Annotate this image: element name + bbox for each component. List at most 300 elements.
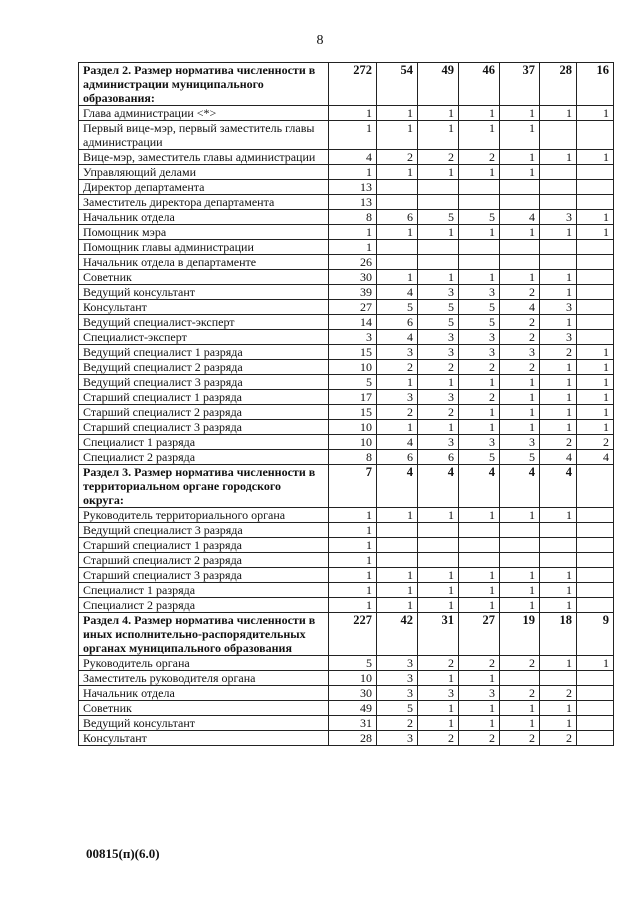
value-cell: 1 xyxy=(418,270,459,285)
value-cell: 1 xyxy=(500,420,540,435)
value-cell: 1 xyxy=(540,405,577,420)
value-cell: 3 xyxy=(329,330,377,345)
value-cell xyxy=(577,598,614,613)
value-cell: 3 xyxy=(459,686,500,701)
value-cell: 1 xyxy=(459,165,500,180)
document-code: 00815(п)(6.0) xyxy=(86,846,160,861)
value-cell: 31 xyxy=(418,613,459,656)
table-row xyxy=(79,360,614,375)
value-cell xyxy=(377,538,418,553)
value-cell: 3 xyxy=(377,390,418,405)
table-row xyxy=(79,435,614,450)
row-label: Раздел 2. Размер норматива численности в администрации муниципального образования: xyxy=(79,63,329,106)
value-cell: 3 xyxy=(540,330,577,345)
value-cell: 1 xyxy=(577,420,614,435)
value-cell: 1 xyxy=(500,598,540,613)
row-label: Руководитель органа xyxy=(79,656,329,671)
value-cell xyxy=(577,701,614,716)
row-label: Старший специалист 2 разряда xyxy=(79,553,329,568)
table-row xyxy=(79,508,614,523)
value-cell: 2 xyxy=(540,435,577,450)
table-row xyxy=(79,450,614,465)
value-cell: 1 xyxy=(329,508,377,523)
row-label: Консультант xyxy=(79,731,329,746)
row-label: Специалист 2 разряда xyxy=(79,450,329,465)
value-cell xyxy=(418,255,459,270)
value-cell: 5 xyxy=(459,210,500,225)
value-cell: 8 xyxy=(329,450,377,465)
value-cell: 5 xyxy=(459,450,500,465)
value-cell: 1 xyxy=(540,360,577,375)
value-cell: 1 xyxy=(540,315,577,330)
value-cell xyxy=(577,315,614,330)
table-row xyxy=(79,523,614,538)
value-cell: 1 xyxy=(377,106,418,121)
value-cell xyxy=(459,523,500,538)
value-cell: 3 xyxy=(500,435,540,450)
value-cell: 3 xyxy=(540,210,577,225)
value-cell xyxy=(540,538,577,553)
value-cell: 2 xyxy=(418,360,459,375)
value-cell xyxy=(500,255,540,270)
table-row xyxy=(79,716,614,731)
value-cell: 4 xyxy=(377,465,418,508)
value-cell xyxy=(577,553,614,568)
value-cell: 1 xyxy=(459,106,500,121)
row-label: Ведущий специалист-эксперт xyxy=(79,315,329,330)
value-cell: 19 xyxy=(500,613,540,656)
value-cell: 49 xyxy=(329,701,377,716)
value-cell: 17 xyxy=(329,390,377,405)
row-label: Директор департамента xyxy=(79,180,329,195)
value-cell: 1 xyxy=(377,270,418,285)
value-cell xyxy=(577,686,614,701)
value-cell: 1 xyxy=(418,375,459,390)
value-cell: 1 xyxy=(577,225,614,240)
value-cell xyxy=(500,538,540,553)
value-cell: 10 xyxy=(329,360,377,375)
value-cell: 1 xyxy=(577,360,614,375)
value-cell: 3 xyxy=(418,285,459,300)
value-cell: 1 xyxy=(577,375,614,390)
value-cell: 27 xyxy=(459,613,500,656)
value-cell: 4 xyxy=(577,450,614,465)
value-cell: 49 xyxy=(418,63,459,106)
value-cell: 54 xyxy=(377,63,418,106)
value-cell xyxy=(577,300,614,315)
value-cell: 13 xyxy=(329,180,377,195)
value-cell: 5 xyxy=(459,315,500,330)
value-cell xyxy=(377,553,418,568)
row-label: Руководитель территориального органа xyxy=(79,508,329,523)
value-cell: 1 xyxy=(500,375,540,390)
value-cell: 4 xyxy=(377,285,418,300)
value-cell xyxy=(500,553,540,568)
value-cell: 1 xyxy=(577,210,614,225)
table-row xyxy=(79,165,614,180)
value-cell: 1 xyxy=(577,656,614,671)
value-cell xyxy=(418,523,459,538)
table-row xyxy=(79,390,614,405)
table-row xyxy=(79,330,614,345)
value-cell: 16 xyxy=(577,63,614,106)
value-cell xyxy=(540,523,577,538)
value-cell: 3 xyxy=(377,731,418,746)
value-cell: 2 xyxy=(418,405,459,420)
value-cell: 1 xyxy=(377,225,418,240)
value-cell: 1 xyxy=(540,583,577,598)
value-cell: 3 xyxy=(459,330,500,345)
value-cell: 1 xyxy=(459,225,500,240)
value-cell: 14 xyxy=(329,315,377,330)
row-label: Специалист 2 разряда xyxy=(79,598,329,613)
value-cell: 2 xyxy=(577,435,614,450)
row-label: Ведущий консультант xyxy=(79,716,329,731)
value-cell xyxy=(577,121,614,150)
value-cell: 1 xyxy=(418,225,459,240)
value-cell: 4 xyxy=(500,210,540,225)
value-cell: 1 xyxy=(540,508,577,523)
value-cell xyxy=(577,180,614,195)
value-cell: 1 xyxy=(500,165,540,180)
value-cell: 5 xyxy=(418,315,459,330)
value-cell xyxy=(418,240,459,255)
table-row xyxy=(79,121,614,150)
value-cell: 1 xyxy=(377,598,418,613)
value-cell: 1 xyxy=(540,716,577,731)
table-row xyxy=(79,240,614,255)
value-cell: 1 xyxy=(540,656,577,671)
value-cell: 30 xyxy=(329,270,377,285)
value-cell: 1 xyxy=(329,121,377,150)
value-cell: 227 xyxy=(329,613,377,656)
value-cell: 5 xyxy=(459,300,500,315)
value-cell: 5 xyxy=(329,656,377,671)
value-cell: 2 xyxy=(500,686,540,701)
value-cell: 1 xyxy=(540,390,577,405)
value-cell: 2 xyxy=(459,360,500,375)
value-cell: 272 xyxy=(329,63,377,106)
table-row xyxy=(79,686,614,701)
value-cell: 1 xyxy=(500,568,540,583)
value-cell: 1 xyxy=(418,106,459,121)
staffing-norms-table xyxy=(78,62,614,746)
value-cell: 3 xyxy=(418,435,459,450)
section-row xyxy=(79,613,614,656)
value-cell: 2 xyxy=(500,360,540,375)
value-cell xyxy=(577,523,614,538)
value-cell xyxy=(540,180,577,195)
value-cell xyxy=(377,523,418,538)
value-cell: 2 xyxy=(377,150,418,165)
value-cell: 1 xyxy=(377,508,418,523)
value-cell xyxy=(459,240,500,255)
value-cell: 1 xyxy=(377,165,418,180)
value-cell xyxy=(500,671,540,686)
row-label: Заместитель руководителя органа xyxy=(79,671,329,686)
row-label: Ведущий специалист 1 разряда xyxy=(79,345,329,360)
value-cell: 3 xyxy=(418,330,459,345)
row-label: Помощник главы администрации xyxy=(79,240,329,255)
row-label: Ведущий специалист 2 разряда xyxy=(79,360,329,375)
value-cell: 5 xyxy=(500,450,540,465)
value-cell: 5 xyxy=(377,300,418,315)
value-cell xyxy=(577,716,614,731)
table-row xyxy=(79,345,614,360)
value-cell: 2 xyxy=(540,345,577,360)
value-cell: 1 xyxy=(329,583,377,598)
value-cell: 2 xyxy=(418,150,459,165)
value-cell: 2 xyxy=(418,731,459,746)
value-cell: 1 xyxy=(540,701,577,716)
value-cell xyxy=(418,538,459,553)
table-row xyxy=(79,375,614,390)
table-row xyxy=(79,405,614,420)
value-cell xyxy=(540,671,577,686)
value-cell: 5 xyxy=(418,300,459,315)
row-label: Заместитель директора департамента xyxy=(79,195,329,210)
value-cell: 31 xyxy=(329,716,377,731)
value-cell: 3 xyxy=(377,671,418,686)
value-cell xyxy=(577,671,614,686)
value-cell: 10 xyxy=(329,671,377,686)
value-cell xyxy=(577,538,614,553)
value-cell xyxy=(540,165,577,180)
table-row xyxy=(79,180,614,195)
table-row xyxy=(79,568,614,583)
value-cell: 1 xyxy=(377,375,418,390)
row-label: Специалист 1 разряда xyxy=(79,583,329,598)
value-cell: 18 xyxy=(540,613,577,656)
value-cell: 6 xyxy=(377,450,418,465)
value-cell: 9 xyxy=(577,613,614,656)
value-cell: 2 xyxy=(459,150,500,165)
value-cell xyxy=(500,240,540,255)
value-cell: 13 xyxy=(329,195,377,210)
value-cell: 2 xyxy=(540,731,577,746)
value-cell: 1 xyxy=(577,390,614,405)
row-label: Консультант xyxy=(79,300,329,315)
value-cell: 2 xyxy=(500,315,540,330)
row-label: Первый вице-мэр, первый заместитель главы администрации xyxy=(79,121,329,150)
value-cell: 6 xyxy=(418,450,459,465)
value-cell xyxy=(459,180,500,195)
table-row xyxy=(79,731,614,746)
value-cell: 1 xyxy=(540,375,577,390)
table-row xyxy=(79,225,614,240)
table-row xyxy=(79,300,614,315)
value-cell: 1 xyxy=(500,716,540,731)
value-cell: 1 xyxy=(500,106,540,121)
value-cell: 1 xyxy=(500,701,540,716)
value-cell: 1 xyxy=(540,420,577,435)
value-cell: 4 xyxy=(500,300,540,315)
value-cell: 1 xyxy=(329,553,377,568)
value-cell xyxy=(459,255,500,270)
value-cell: 2 xyxy=(377,405,418,420)
value-cell: 1 xyxy=(577,106,614,121)
value-cell xyxy=(418,195,459,210)
value-cell: 1 xyxy=(418,165,459,180)
value-cell xyxy=(459,538,500,553)
value-cell: 1 xyxy=(459,583,500,598)
value-cell xyxy=(377,180,418,195)
value-cell: 1 xyxy=(459,121,500,150)
row-label: Советник xyxy=(79,701,329,716)
value-cell: 1 xyxy=(540,598,577,613)
value-cell: 4 xyxy=(377,330,418,345)
row-label: Советник xyxy=(79,270,329,285)
value-cell: 1 xyxy=(329,240,377,255)
value-cell: 1 xyxy=(459,508,500,523)
value-cell xyxy=(577,285,614,300)
value-cell: 1 xyxy=(500,405,540,420)
value-cell: 3 xyxy=(500,345,540,360)
value-cell: 1 xyxy=(577,150,614,165)
value-cell: 1 xyxy=(500,508,540,523)
value-cell: 26 xyxy=(329,255,377,270)
value-cell: 1 xyxy=(377,583,418,598)
value-cell: 1 xyxy=(329,538,377,553)
value-cell xyxy=(377,240,418,255)
value-cell xyxy=(577,508,614,523)
table-row xyxy=(79,583,614,598)
value-cell: 1 xyxy=(459,716,500,731)
value-cell: 1 xyxy=(540,568,577,583)
row-label: Помощник мэра xyxy=(79,225,329,240)
value-cell: 2 xyxy=(500,285,540,300)
value-cell: 1 xyxy=(500,121,540,150)
value-cell: 3 xyxy=(418,390,459,405)
row-label: Старший специалист 3 разряда xyxy=(79,568,329,583)
value-cell: 1 xyxy=(329,225,377,240)
value-cell xyxy=(540,553,577,568)
value-cell: 2 xyxy=(459,390,500,405)
value-cell: 5 xyxy=(329,375,377,390)
row-label: Старший специалист 1 разряда xyxy=(79,538,329,553)
value-cell: 1 xyxy=(377,121,418,150)
row-label: Ведущий специалист 3 разряда xyxy=(79,375,329,390)
value-cell: 37 xyxy=(500,63,540,106)
table-row xyxy=(79,285,614,300)
value-cell: 1 xyxy=(500,225,540,240)
table-row xyxy=(79,656,614,671)
row-label: Специалист 1 разряда xyxy=(79,435,329,450)
value-cell: 1 xyxy=(540,225,577,240)
table-body xyxy=(79,63,614,746)
value-cell xyxy=(540,121,577,150)
table-row xyxy=(79,671,614,686)
value-cell xyxy=(500,523,540,538)
value-cell xyxy=(577,583,614,598)
row-label: Старший специалист 3 разряда xyxy=(79,420,329,435)
value-cell: 1 xyxy=(540,285,577,300)
value-cell: 1 xyxy=(500,150,540,165)
row-label: Начальник отдела xyxy=(79,210,329,225)
row-label: Глава администрации <*> xyxy=(79,106,329,121)
value-cell: 4 xyxy=(377,435,418,450)
value-cell: 1 xyxy=(418,508,459,523)
row-label: Управляющий делами xyxy=(79,165,329,180)
value-cell: 1 xyxy=(329,568,377,583)
value-cell: 4 xyxy=(540,465,577,508)
section-row xyxy=(79,465,614,508)
value-cell: 1 xyxy=(418,701,459,716)
table-row xyxy=(79,315,614,330)
value-cell: 2 xyxy=(459,731,500,746)
value-cell: 28 xyxy=(540,63,577,106)
value-cell: 1 xyxy=(459,420,500,435)
value-cell xyxy=(459,553,500,568)
table-row xyxy=(79,553,614,568)
value-cell: 1 xyxy=(329,106,377,121)
value-cell: 1 xyxy=(577,345,614,360)
value-cell: 1 xyxy=(418,598,459,613)
value-cell: 1 xyxy=(418,568,459,583)
value-cell: 1 xyxy=(418,420,459,435)
row-label: Ведущий специалист 3 разряда xyxy=(79,523,329,538)
value-cell: 3 xyxy=(377,656,418,671)
table-row xyxy=(79,195,614,210)
value-cell: 5 xyxy=(377,701,418,716)
table-row xyxy=(79,150,614,165)
row-label: Раздел 4. Размер норматива численности в иных исполнительно-распорядительных органах муниципального образования xyxy=(79,613,329,656)
value-cell xyxy=(577,568,614,583)
value-cell xyxy=(577,240,614,255)
table-row xyxy=(79,598,614,613)
value-cell: 1 xyxy=(500,270,540,285)
value-cell: 1 xyxy=(459,701,500,716)
row-label: Специалист-эксперт xyxy=(79,330,329,345)
value-cell: 2 xyxy=(459,656,500,671)
value-cell: 5 xyxy=(418,210,459,225)
value-cell: 1 xyxy=(500,583,540,598)
value-cell: 27 xyxy=(329,300,377,315)
row-label: Старший специалист 1 разряда xyxy=(79,390,329,405)
value-cell: 2 xyxy=(500,656,540,671)
value-cell: 1 xyxy=(459,375,500,390)
value-cell: 3 xyxy=(459,435,500,450)
row-label: Начальник отдела в департаменте xyxy=(79,255,329,270)
value-cell: 1 xyxy=(459,598,500,613)
value-cell xyxy=(577,465,614,508)
value-cell: 28 xyxy=(329,731,377,746)
value-cell xyxy=(418,553,459,568)
value-cell: 1 xyxy=(329,165,377,180)
value-cell xyxy=(500,195,540,210)
value-cell: 8 xyxy=(329,210,377,225)
value-cell: 46 xyxy=(459,63,500,106)
value-cell: 2 xyxy=(377,360,418,375)
value-cell: 6 xyxy=(377,315,418,330)
value-cell xyxy=(500,180,540,195)
table-row xyxy=(79,255,614,270)
value-cell: 1 xyxy=(418,583,459,598)
value-cell: 3 xyxy=(459,285,500,300)
value-cell xyxy=(577,195,614,210)
value-cell: 2 xyxy=(377,716,418,731)
value-cell xyxy=(577,731,614,746)
value-cell xyxy=(540,240,577,255)
value-cell: 4 xyxy=(418,465,459,508)
value-cell: 39 xyxy=(329,285,377,300)
table-row xyxy=(79,210,614,225)
value-cell: 1 xyxy=(377,420,418,435)
value-cell: 3 xyxy=(377,345,418,360)
value-cell: 1 xyxy=(459,405,500,420)
value-cell: 3 xyxy=(418,345,459,360)
value-cell: 15 xyxy=(329,405,377,420)
